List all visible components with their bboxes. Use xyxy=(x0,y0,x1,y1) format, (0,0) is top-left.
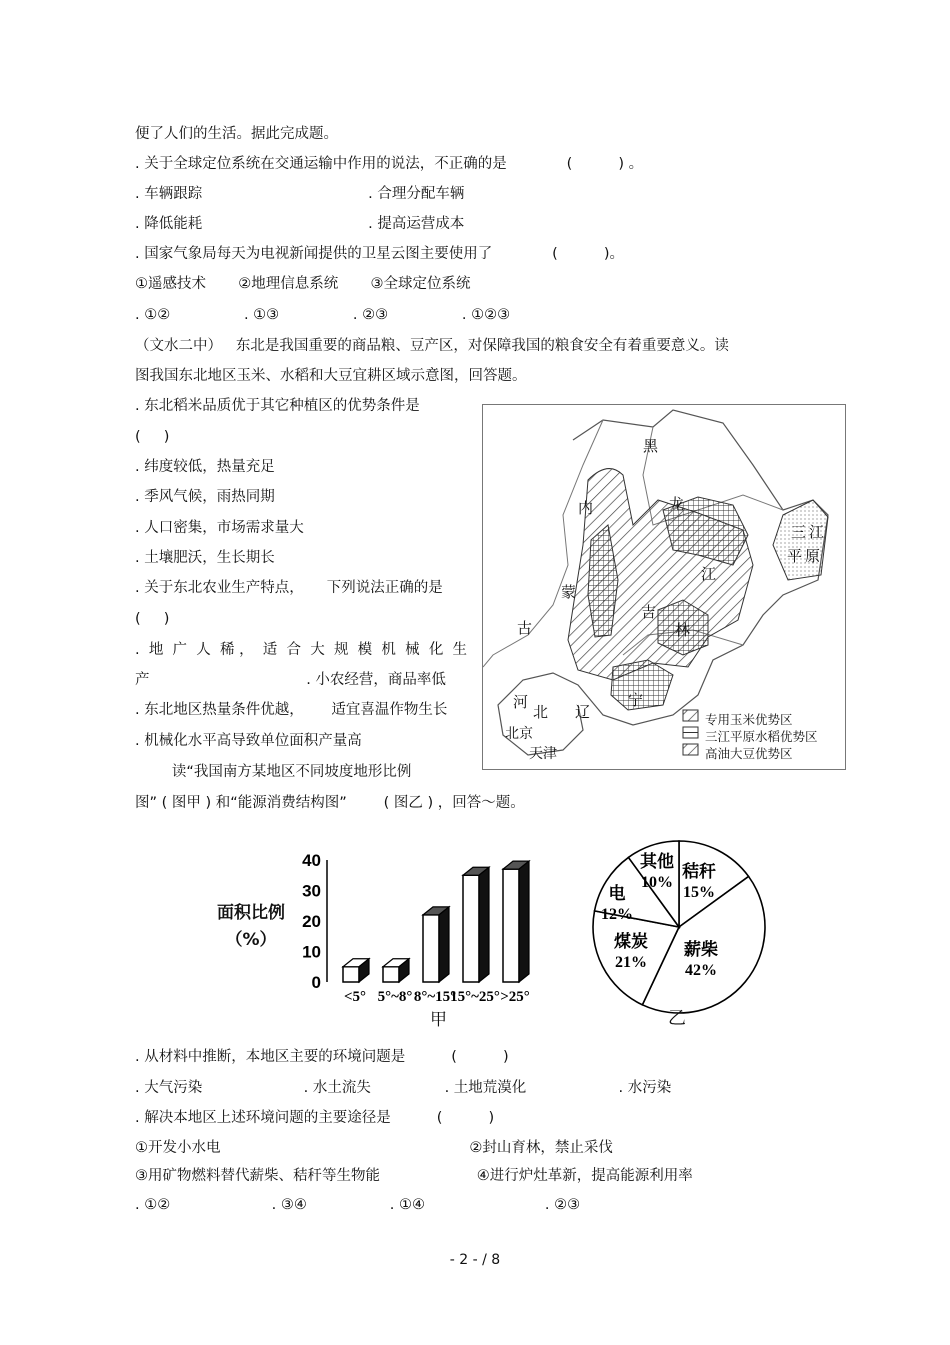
slice-percent: 10% xyxy=(641,874,673,891)
y-axis-label: 面积比例 （%） xyxy=(217,903,285,950)
map-label: 内 xyxy=(578,499,594,517)
map-label: 林 xyxy=(675,621,691,639)
option-line: . 降低能耗 . 提高运营成本 xyxy=(135,216,465,232)
map-label: 河 xyxy=(513,693,529,711)
x-tick-label: >25° xyxy=(500,989,530,1005)
option-line: . 机械化水平高导致单位面积产量高 xyxy=(135,733,362,749)
legend-item: 高油大豆优势区 xyxy=(705,746,793,761)
slice-label: 电 xyxy=(608,884,626,904)
question-text: . 东北稻米品质优于其它种植区的优势条件是 xyxy=(135,398,420,414)
slice-percent: 15% xyxy=(683,884,715,901)
bar-front xyxy=(423,915,439,982)
question-text: . 解决本地区上述环境问题的主要途径是 ( ) xyxy=(135,1110,495,1126)
slice-label: 其他 xyxy=(640,852,674,872)
map-label: 龙 xyxy=(669,495,685,513)
map-label: 北京 xyxy=(505,726,533,742)
y-tick-label: 40 xyxy=(302,851,321,870)
legend-item: 三江平原水稻优势区 xyxy=(705,729,818,744)
text-line: 图我国东北地区玉米、水稻和大豆宜耕区域示意图，回答题。 xyxy=(135,368,527,384)
map-label: 宁 xyxy=(628,691,644,709)
text-line: 便了人们的生活。据此完成题。 xyxy=(135,126,338,142)
slice-percent: 21% xyxy=(615,954,647,971)
legend-item: 专用玉米优势区 xyxy=(705,712,793,727)
map-label: 原 xyxy=(805,547,821,565)
bar-front xyxy=(383,967,399,982)
x-tick-label: 5°~8° xyxy=(377,989,413,1005)
option-line: . 东北地区热量条件优越， 适宜喜温作物生长 xyxy=(135,702,448,718)
northeast-map xyxy=(482,404,846,770)
slice-label: 煤炭 xyxy=(614,932,648,952)
x-tick-label: <5° xyxy=(343,989,367,1005)
page-number: - 2 - / 8 xyxy=(449,1252,501,1268)
y-tick-label: 30 xyxy=(302,881,321,901)
map-label: 平 xyxy=(787,547,803,565)
answer-bracket: ( ) xyxy=(135,429,170,445)
slice-percent: 12% xyxy=(601,906,633,923)
option-line: . 人口密集，市场需求量大 xyxy=(135,520,304,536)
x-tick-label: 15°~25° xyxy=(450,989,500,1005)
answer-bracket: ( ) xyxy=(135,611,170,627)
y-tick-label: 10 xyxy=(302,942,321,962)
map-label: 江 xyxy=(809,523,825,541)
question-text: . 关于全球定位系统在交通运输中作用的说法，不正确的是 ( ) 。 xyxy=(135,156,644,172)
slice-label: 秸秆 xyxy=(682,862,716,882)
y-tick-label: 20 xyxy=(302,912,321,931)
bar-front xyxy=(503,869,519,982)
question-text: . 关于东北农业生产特点， 下列说法正确的是 xyxy=(135,580,443,596)
option-line: . 土壤肥沃，生长期长 xyxy=(135,550,275,566)
x-tick-label: 8°~15° xyxy=(413,989,457,1005)
question-text: . 国家气象局每天为电视新闻提供的卫星云图主要使用了 ( )。 xyxy=(135,246,625,262)
option-line: ①开发小水电 ②封山育林，禁止采伐 xyxy=(135,1140,613,1156)
option-line: . 季风气候，雨热同期 xyxy=(135,489,275,505)
map-label: 天津 xyxy=(529,746,557,762)
bar-side xyxy=(439,907,449,982)
chart-caption: 甲 xyxy=(430,1010,447,1030)
option-line: 产 . 小农经营，商品率低 xyxy=(135,672,446,688)
slope-bar-chart xyxy=(215,842,575,1030)
text-line: 读“我国南方某地区不同坡度地形比例 xyxy=(135,764,412,780)
map-label: 三 xyxy=(791,523,807,541)
option-line: ①遥感技术 ②地理信息系统 ③全球定位系统 xyxy=(135,276,471,292)
option-line: . 地 广 人 稀 ， 适 合 大 规 模 机 械 化 生 xyxy=(135,642,468,658)
option-line: . 纬度较低，热量充足 xyxy=(135,459,275,475)
slice-label: 薪柴 xyxy=(684,940,718,960)
map-label: 古 xyxy=(517,619,533,637)
map-label: 江 xyxy=(701,565,717,583)
text-line: 图” ( 图甲 ) 和“能源消费结构图” ( 图乙 ) ，回答～题。 xyxy=(135,795,525,811)
bar-front xyxy=(463,875,479,982)
slice-percent: 42% xyxy=(685,962,717,979)
bar-front xyxy=(343,967,359,982)
map-label: 黑 xyxy=(643,437,659,455)
bar-side xyxy=(519,861,529,982)
map-label: 北 xyxy=(533,703,549,721)
energy-pie-chart xyxy=(588,832,770,1032)
question-text: . 从材料中推断，本地区主要的环境问题是 ( ) xyxy=(135,1049,509,1065)
option-line: . ①② . ①③ . ②③ . ①②③ xyxy=(135,307,511,323)
option-line: ③用矿物燃料替代薪柴、秸秆等生物能 ④进行炉灶革新，提高能源利用率 xyxy=(135,1168,693,1184)
bar-side xyxy=(479,867,489,982)
option-line: . 大气污染 . 水土流失 . 土地荒漠化 . 水污染 xyxy=(135,1080,672,1096)
chart-caption: 乙 xyxy=(668,1008,686,1029)
option-line: . ①② . ③④ . ①④ . ②③ xyxy=(135,1197,581,1213)
y-tick-label: 0 xyxy=(311,973,321,992)
map-label: 辽 xyxy=(575,703,591,721)
option-line: . 车辆跟踪 . 合理分配车辆 xyxy=(135,186,465,202)
map-label: 蒙 xyxy=(561,583,577,601)
map-label: 吉 xyxy=(641,603,657,621)
text-line: （文水二中） 东北是我国重要的商品粮、豆产区，对保障我国的粮食安全有着重要意义。读 xyxy=(135,338,729,354)
